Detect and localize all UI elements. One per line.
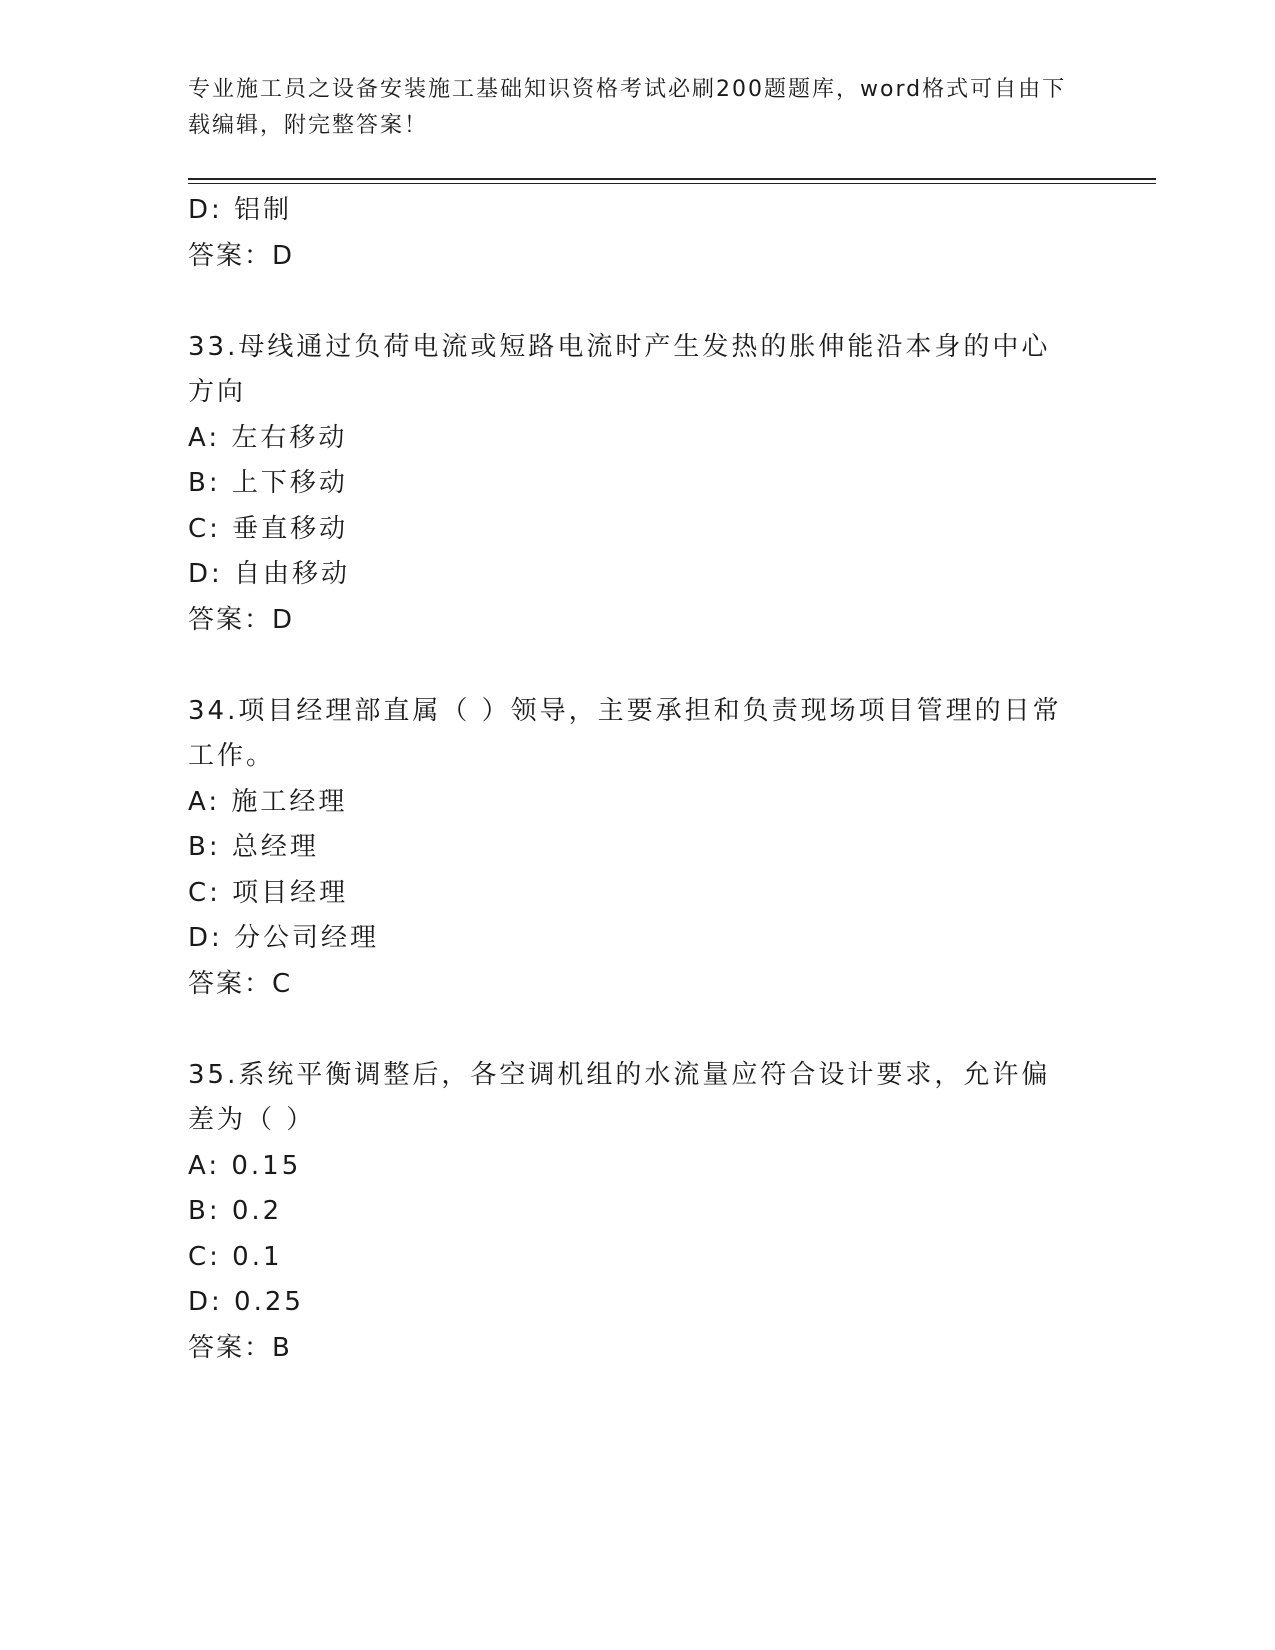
option-a: A: 0.15 bbox=[188, 1150, 302, 1181]
option-d: D: 0.25 bbox=[188, 1287, 304, 1317]
header-rule-thin bbox=[188, 183, 1156, 184]
option-c: C: 项目经理 bbox=[188, 877, 349, 908]
question-text: 33.母线通过负荷电流或短路电流时产生发热的胀伸能沿本身的中心方向 bbox=[188, 331, 1051, 407]
question-text: 34.项目经理部直属（ ）领导，主要承担和负责现场项目管理的日常工作。 bbox=[188, 695, 1062, 771]
option-b: B: 总经理 bbox=[188, 832, 319, 862]
answer: 答案：C bbox=[188, 968, 293, 999]
answer: 答案：B bbox=[188, 1332, 292, 1363]
option-a: A: 左右移动 bbox=[188, 422, 348, 453]
option-d: D: 自由移动 bbox=[188, 559, 351, 589]
question-34 bbox=[188, 689, 1088, 1008]
page-header: 专业施工员之设备安装施工基础知识资格考试必刷200题题库，word格式可自由下载编辑，附完整答案！ bbox=[188, 77, 1067, 138]
question-33 bbox=[188, 325, 1088, 644]
answer: 答案：D bbox=[188, 604, 295, 635]
question-list bbox=[188, 188, 1088, 1371]
option-a: A: 施工经理 bbox=[188, 786, 348, 817]
option-c: C: 0.1 bbox=[188, 1241, 283, 1272]
question-35 bbox=[188, 1053, 1088, 1372]
option-c: C: 垂直移动 bbox=[188, 513, 349, 544]
option-b: B: 0.2 bbox=[188, 1196, 283, 1226]
option-d: D: 分公司经理 bbox=[188, 923, 380, 953]
carryover-option-d: D: 铝制 bbox=[188, 195, 293, 225]
option-b: B: 上下移动 bbox=[188, 468, 348, 498]
question-text: 35.系统平衡调整后，各空调机组的水流量应符合设计要求，允许偏差为（ ） bbox=[188, 1059, 1051, 1135]
carryover-answer: 答案：D bbox=[188, 240, 295, 271]
header-rule-thick bbox=[188, 178, 1156, 180]
